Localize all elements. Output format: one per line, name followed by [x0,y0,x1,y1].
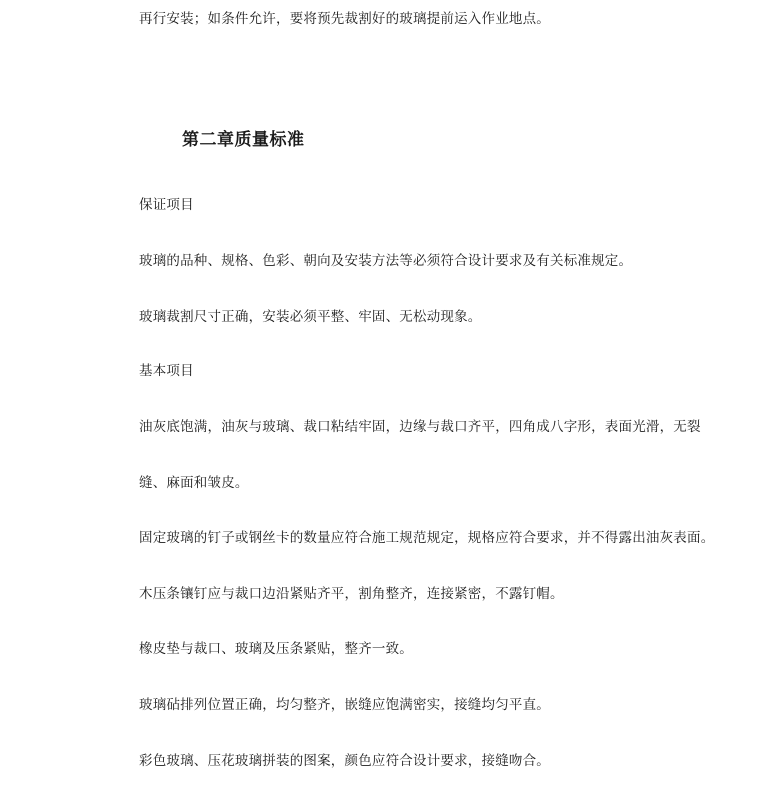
chapter-title: 第二章质量标准 [182,130,305,150]
section-heading-guarantee: 保证项目 [139,197,194,213]
basic-item: 木压条镶钉应与裁口边沿紧贴齐平，割角整齐，连接紧密，不露钉帽。 [139,586,564,602]
basic-item: 橡皮垫与裁口、玻璃及压条紧贴，整齐一致。 [139,641,413,657]
basic-item: 固定玻璃的钉子或钢丝卡的数量应符合施工规范规定，规格应符合要求，并不得露出油灰表面。 [139,530,715,546]
basic-item: 彩色玻璃、压花玻璃拼装的图案，颜色应符合设计要求，接缝吻合。 [139,753,550,769]
basic-item-continuation: 缝、麻面和皱皮。 [139,475,249,491]
intro-line: 再行安装；如条件允许，要将预先裁割好的玻璃提前运入作业地点。 [139,11,550,27]
basic-item: 油灰底饱满，油灰与玻璃、裁口粘结牢固，边缘与裁口齐平，四角成八字形，表面光滑，无裂 [139,419,701,435]
guarantee-item: 玻璃裁割尺寸正确，安装必须平整、牢固、无松动现象。 [139,309,482,325]
section-heading-basic: 基本项目 [139,363,194,379]
basic-item: 玻璃砧排列位置正确，均匀整齐，嵌缝应饱满密实，接缝均匀平直。 [139,697,550,713]
guarantee-item: 玻璃的品种、规格、色彩、朝向及安装方法等必须符合设计要求及有关标准规定。 [139,253,633,269]
